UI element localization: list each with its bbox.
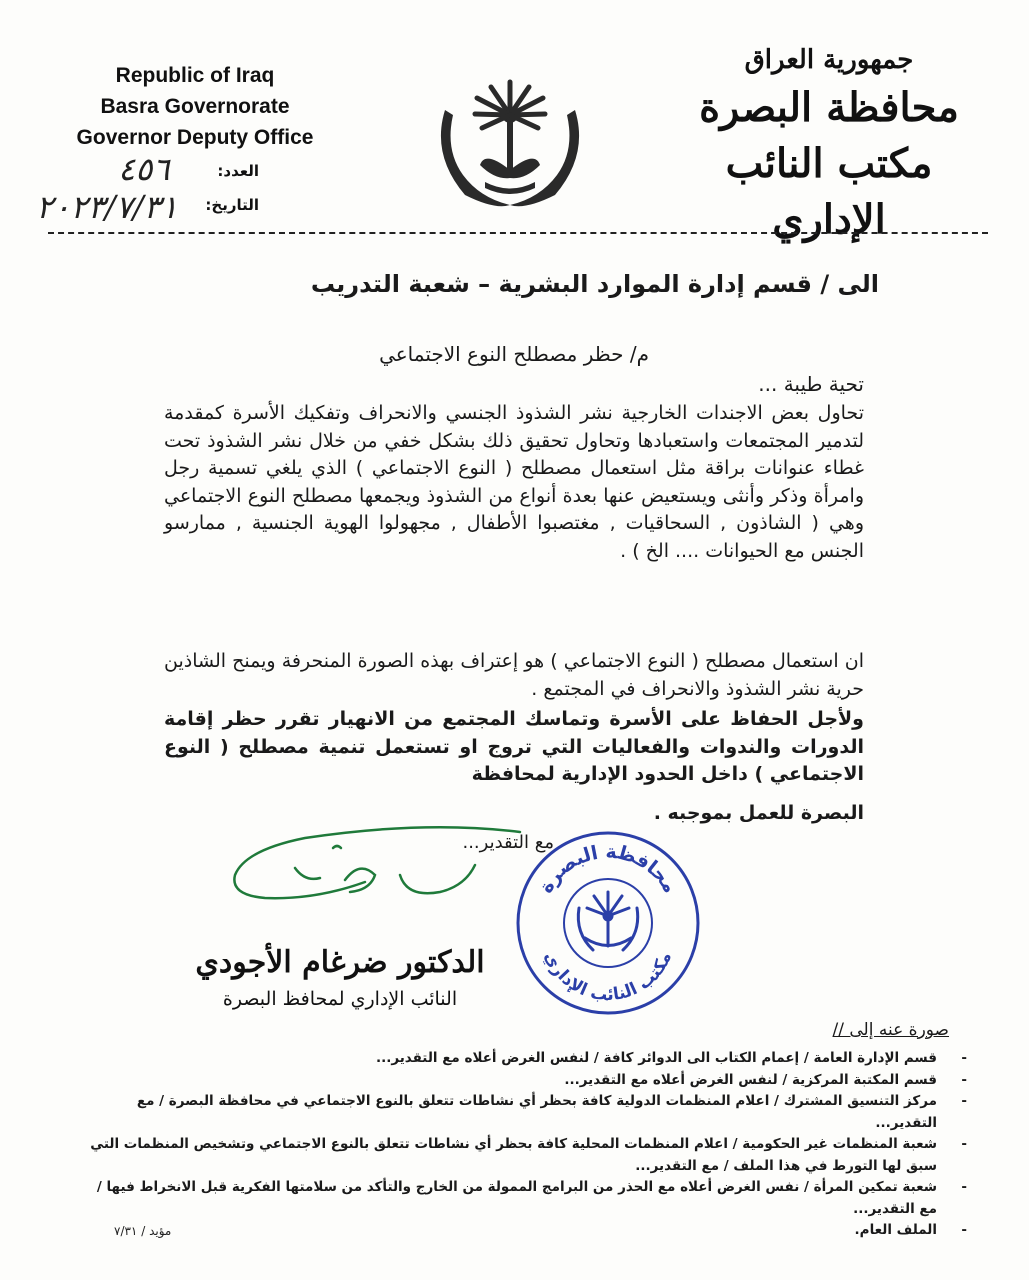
palm-emblem-icon (425, 70, 595, 220)
handwritten-number: ٤٥٦ (118, 150, 170, 188)
recipient-line: الى / قسم إدارة الموارد البشرية – شعبة التدريب (310, 270, 879, 298)
stamp-top-text: محافظة البصرة (534, 840, 682, 897)
header-arabic (699, 40, 959, 248)
closing-text: مع التقدير... (462, 832, 554, 853)
cc-item: - شعبة تمكين المرأة / نفس الغرض أعلاه مع الحذر من البرامج الممولة من الخارج والتأكد من سلامتها الفكرية قبل الانخراط فيها / مع التقدير... (87, 1177, 967, 1220)
subject-line: م/ حظر مصطلح النوع الاجتماعي (379, 342, 649, 366)
cc-item: - مركز التنسيق المشترك / اعلام المنظمات الدولية كافة بحظر أي نشاطات تتعلق بالنوع الاجتماعي في محافظة البصرة / مع التقدير... (87, 1091, 967, 1134)
cc-item: - قسم الإدارة العامة / إعمام الكتاب الى الدوائر كافة / لنفس الغرض أعلاه مع التقدير... (87, 1048, 967, 1070)
date-label: التاريخ: (205, 196, 259, 214)
header-en-line-3: Governor Deputy Office (76, 126, 314, 149)
official-stamp (513, 828, 703, 1018)
signer-block (195, 940, 485, 1012)
handwritten-date: ٢٠٢٣/٧/٣١ (36, 188, 178, 226)
header-ar-line-3: مكتب النائب الإداري (725, 140, 933, 243)
signer-title: النائب الإداري لمحافظ البصرة (222, 988, 458, 1010)
header-en-line-1: Republic of Iraq (115, 64, 275, 87)
handwritten-signature (225, 820, 525, 930)
cc-item: - قسم المكتبة المركزية / لنفس الغرض أعلاه مع التقدير... (87, 1070, 967, 1092)
svg-text:مكتب النائب الإداري (540, 949, 676, 1006)
number-label: العدد: (217, 162, 259, 180)
header-divider (48, 232, 988, 234)
cc-item: - الملف العام. (87, 1220, 967, 1242)
header-ar-line-2: محافظة البصرة (699, 84, 959, 131)
body-paragraph-3: ولأجل الحفاظ على الأسرة وتماسك المجتمع من الانهيار تقرر حظر إقامة الدورات والندوات والفعاليات التي تروج او تستعمل تنمية مصطلح ( النوع الاجتماعي ) داخل الحدود الإدارية لمحافظة (164, 708, 864, 786)
cc-heading: صورة عنه إلى // (832, 1020, 949, 1040)
header-english (60, 60, 330, 153)
stamp-bottom-text: مكتب النائب الإداري (539, 948, 677, 1006)
body-paragraph-4: البصرة للعمل بموجبه . (653, 802, 864, 824)
body-paragraph-1: تحاول بعض الاجندات الخارجية نشر الشذوذ الجنسي والانحراف وتفكيك الأسرة كمقدمة لتدمير المجتمعات واستعبادها وتحاول تحقيق ذلك بشكل خفي من خلال نشر الشذوذ تحت غطاء عنوانات براقة مثل استعمال مصطلح ( النوع الاجتماعي ) الذي يلغي تسمية رجل وامرأة وذكر وأنثى ويستعيض عنها بعدة أنواع من الشذوذ ويجمعها مصطلح النوع الاجتماعي وهي ( الشاذون , السحاقيات , مغتصبوا الأطفال , مجهولوا الهوية الجنسية , ممارسو الجنس مع الحيوانات .... الخ ) . (164, 402, 864, 562)
body-paragraph-2: ان استعمال مصطلح ( النوع الاجتماعي ) هو إعتراف بهذه الصورة المنحرفة ويمنح الشاذين حرية نشر الشذوذ والانحراف في المجتمع . (164, 650, 864, 700)
cc-list (87, 1048, 967, 1242)
signer-name: الدكتور ضرغام الأجودي (195, 945, 485, 980)
header-ar-line-1: جمهورية العراق (744, 45, 914, 75)
file-reference-mark: مؤيد / ٧/٣١ (114, 1224, 172, 1238)
header-en-line-2: Basra Governorate (100, 95, 290, 118)
greeting: تحية طيبة ... (758, 372, 864, 396)
cc-item: - شعبة المنظمات غير الحكومية / اعلام المنظمات المحلية كافة بحظر أي نشاطات تتعلق بالنوع الاجتماعي وتشخيص المنظمات التي سبق لها التورط في هذا الملف / مع التقدير... (87, 1134, 967, 1177)
